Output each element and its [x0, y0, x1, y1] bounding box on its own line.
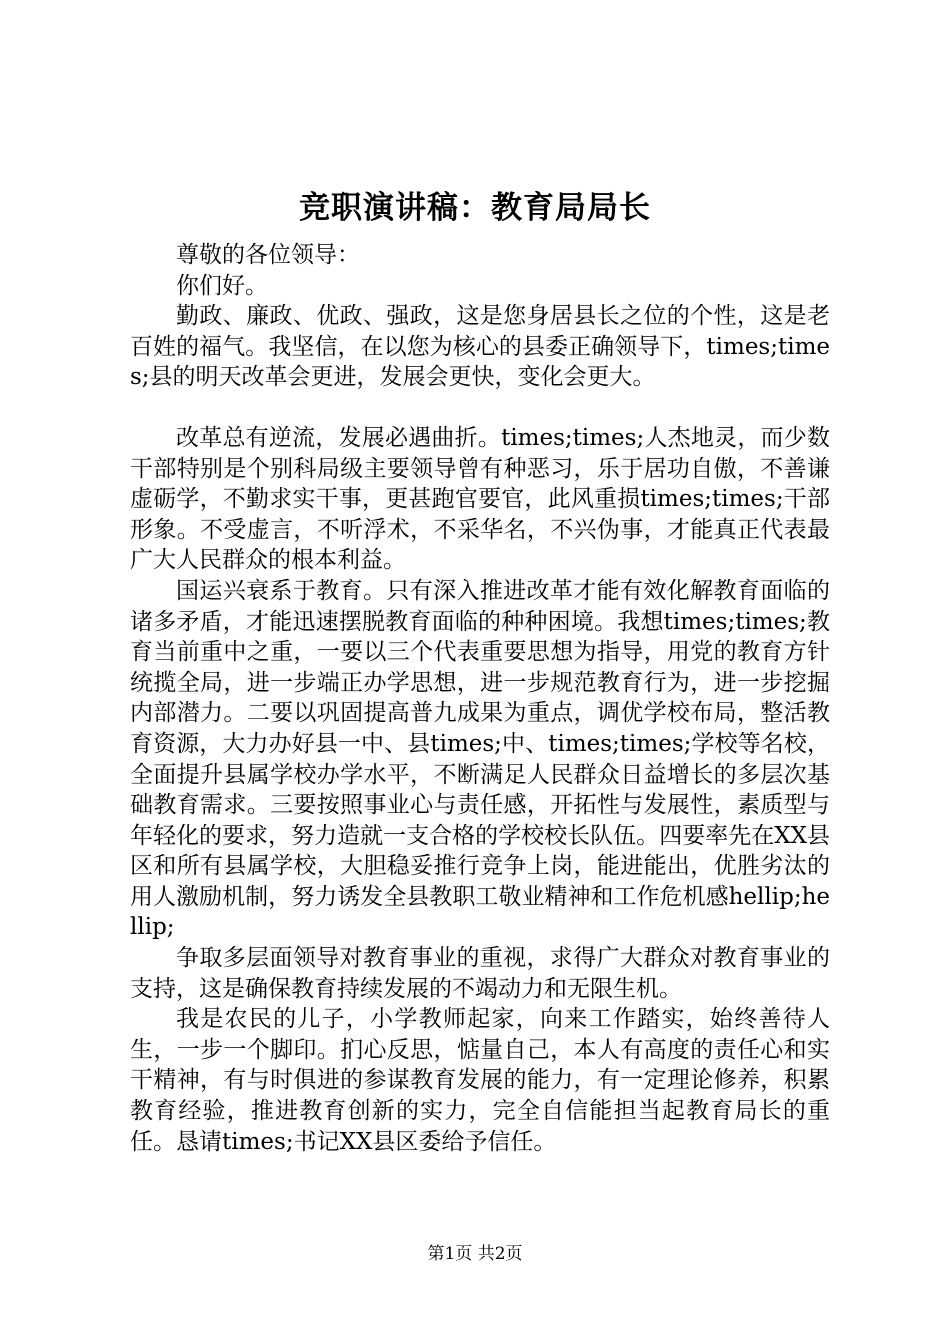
body-paragraph-5: 我是农民的儿子，小学教师起家，向来工作踏实，始终善待人生，一步一个脚印。扪心反思，惦量自己，本人有高度的责任心和实干精神，有与时俱进的参谋教育发展的能力，有一定理论修养，积累教育经验，推进教育创新的实力，完全自信能担当起教育局长的重任。恳请times;书记XX县区委给予信任。 [130, 1006, 830, 1155]
salutation-paragraph: 尊敬的各位领导： [176, 242, 360, 268]
page-footer: 第1页 共2页 [427, 1244, 523, 1264]
body-paragraph-4: 争取多层面领导对教育事业的重视，求得广大群众对教育事业的支持，这是确保教育持续发展的不竭动力和无限生机。 [130, 945, 830, 1002]
body-paragraph-3: 国运兴衰系于教育。只有深入推进改革才能有效化解教育面临的诸多矛盾，才能迅速摆脱教育面临的种种困境。我想times;times;教育当前重中之重，一要以三个代表重要思想为指导，用党的教育方针统揽全局，进一步端正办学思想，进一步规范教育行为，进一步挖掘内部潜力。二要以巩固提高普九成果为重点，调优学校布局，整活教育资源，大力办好县一中、县times;中、times;times;学校等名校，全面提升县属学校办学水平，不断满足人民群众日益增长的多层次基础教育需求。三要按照事业心与责任感，开拓性与发展性，素质型与年轻化的要求，努力造就一支合格的学校校长队伍。四要率先在XX县区和所有县属学校，大胆稳妥推行竞争上岗，能进能出，优胜劣汰的用人激励机制，努力诱发全县教职工敬业精神和工作危机感hellip;hellip; [130, 577, 830, 941]
document-body [130, 240, 830, 1157]
document-title: 竞职演讲稿：教育局局长 [299, 190, 651, 226]
body-paragraph-2: 改革总有逆流，发展必遇曲折。times;times;人杰地灵，而少数干部特别是个别科局级主要领导曾有种恶习，乐于居功自傲，不善谦虚砺学，不勤求实干事，更甚跑官要官，此风重损times;times;干部形象。不受虚言，不听浮术，不采华名，不兴伪事，才能真正代表最广大人民群众的根本利益。 [130, 424, 830, 574]
greeting-paragraph: 你们好。 [176, 272, 268, 299]
body-paragraph-1: 勤政、廉政、优政、强政，这是您身居县长之位的个性，这是老百姓的福气。我坚信，在以您为核心的县委正确领导下，times;times;县的明天改革会更进，发展会更快，变化会更大。 [130, 303, 830, 391]
